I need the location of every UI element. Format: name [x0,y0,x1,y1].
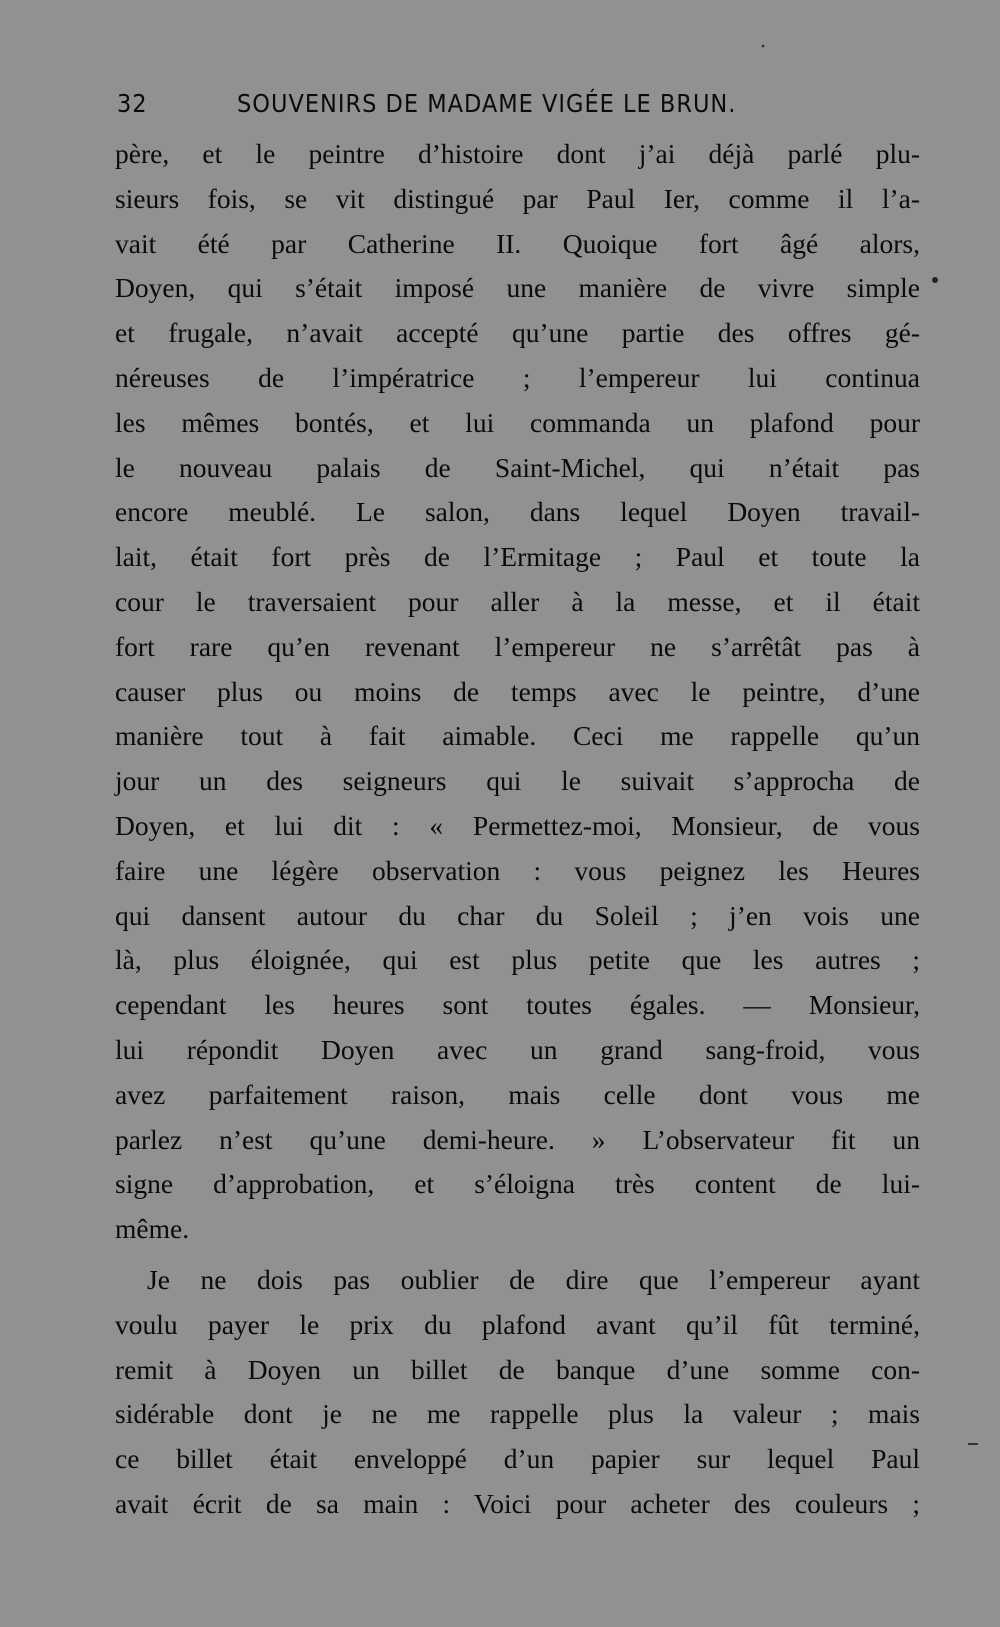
text-line: même. [115,1213,190,1245]
text-line: néreuses de l’impératrice ; l’empereur lui continua [115,361,920,393]
text-line: manière tout à fait aimable. Ceci me rappelle qu’un [115,720,920,752]
margin-speck [760,34,766,40]
text-line: Doyen, et lui dit : « Permettez-moi, Monsieur, de vous [115,809,920,841]
text-line: signe d’approbation, et s’éloigna très content de lui- [115,1168,920,1200]
text-line: sidérable dont je ne me rappelle plus la valeur ; mais [115,1398,920,1430]
text-line: lui répondit Doyen avec un grand sang-froid, vous [115,1033,920,1065]
text-line: cour le traversaient pour aller à la messe, et il était [115,585,920,617]
text-line: voulu payer le prix du plafond avant qu’il fût terminé, [115,1308,920,1340]
text-line: encore meublé. Le salon, dans lequel Doyen travail- [115,496,920,528]
page-header [117,86,922,122]
text-line: jour un des seigneurs qui le suivait s’approcha de [115,765,920,797]
text-line: vait été par Catherine II. Quoique fort âgé alors, [115,227,920,259]
paragraph [115,132,920,1252]
text-line: cependant les heures sont toutes égales. — Monsieur, [115,989,920,1021]
body-text [115,132,920,1527]
text-line: les mêmes bontés, et lui commanda un plafond pour [115,406,920,438]
text-line: Doyen, qui s’était imposé une manière de vivre simple [115,272,920,304]
text-line: père, et le peintre d’histoire dont j’ai déjà parlé plu- [115,138,920,169]
text-line: avait écrit de sa main : Voici pour acheter des couleurs ; [115,1487,920,1519]
text-line: Je ne dois pas oublier de dire que l’empereur ayant [147,1263,920,1295]
text-line: là, plus éloignée, qui est plus petite que les autres ; [115,944,920,976]
text-line: qui dansent autour du char du Soleil ; j’en vois une [115,899,920,931]
paragraph [115,1258,920,1527]
text-line: ce billet était enveloppé d’un papier sur lequel Paul [115,1443,920,1475]
text-line: sieurs fois, se vit distingué par Paul Ier, comme il l’a- [115,182,920,214]
text-line: faire une légère observation : vous peignez les Heures [115,854,920,886]
text-line: avez parfaitement raison, mais celle dont vous me [115,1078,920,1110]
text-line: lait, était fort près de l’Ermitage ; Paul et toute la [115,541,920,573]
running-head: SOUVENIRS DE MADAME VIGÉE LE BRUN. [237,89,737,118]
text-line: parlez n’est qu’une demi-heure. » L’observateur fit un [115,1123,920,1155]
text-line: et frugale, n’avait accepté qu’une partie des offres gé- [115,317,920,349]
text-line: le nouveau palais de Saint-Michel, qui n’était pas [115,451,920,483]
text-line: remit à Doyen un billet de banque d’une somme con- [115,1353,920,1385]
text-line: causer plus ou moins de temps avec le peintre, d’une [115,675,920,707]
margin-speck [968,1432,980,1438]
text-line: fort rare qu’en revenant l’empereur ne s’arrêtât pas à [115,630,920,662]
margin-speck [930,270,940,280]
page-number: 32 [117,89,148,118]
